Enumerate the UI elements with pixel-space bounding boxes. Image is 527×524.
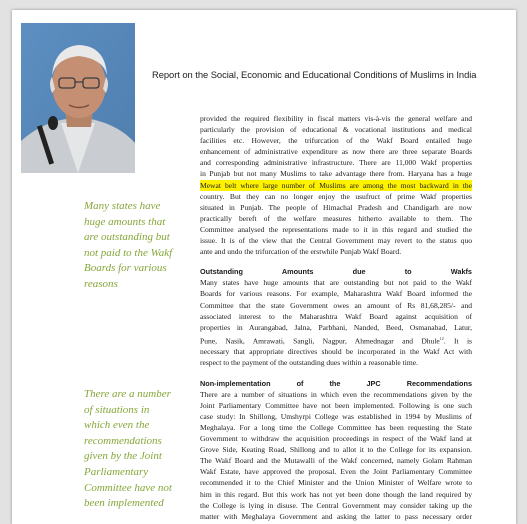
highlighted-line: Mewat belt where large number of Muslims are among the most backward in the xyxy=(200,180,472,190)
section-heading-jpc: Non-implementation of the JPC Recommendations xyxy=(200,378,472,388)
pull-quote-outstanding-amounts: Many states have huge amounts that are outstanding but not paid to the Wakf Boards for various reasons xyxy=(84,200,173,290)
footnote-reference: 12 xyxy=(439,335,444,341)
section-heading-outstanding-amounts: Outstanding Amounts due to Wakfs xyxy=(200,267,472,277)
portrait-image xyxy=(21,23,135,173)
body-text-column xyxy=(200,113,472,522)
paragraph-jpc: There are a number of situations in which even the recommendations given by the Joint Parliamentary Committee have not been implemented. Following is one such case study: In Shillong, Umshyrpi College was established in 1994 by Muslims of Meghalaya. For a long time the College Committee has been requesting the State Government to withdraw the acquisition proceedings in respect of the Wakf land at Grove Side, Keating Road, Shillong and to allot it to the College for its expansion. The Wakf Board and the Mutawalli of the Wakf concerned, namely Golam Rahman Wakf Estate, have approved the proposal. Even the Joint Parliamentary Committee recommended it to the Chief Minister and the Union Minister of Welfare wrote to him in this regard. But this work has not yet been done though the land required by the College is lying in disuse. The Central Government may consider taking up the matter with Meghalaya Government and asking the latter to pass necessary order xyxy=(200,389,472,521)
document-page xyxy=(12,10,516,524)
portrait-photo xyxy=(21,23,135,173)
pull-quote-jpc-recommendations: There are a number of situations in which even the recommendations given by the Joint Parliamentary Committee have not been implemented xyxy=(84,388,172,510)
report-title: Report on the Social, Economic and Educational Conditions of Muslims in India xyxy=(152,69,477,80)
paragraph-outstanding-amounts: Many states have huge amounts that are outstanding but not paid to the Wakf Boards for various reasons. For example, Maharashtra Wakf Board informed the Committee that the state Government owes an amount of Rs 81,68,285/- and associated interest to the Maharashtra Wakf Board against acquisition of properties in Aurangabad, Jalna, Parbhani, Nanded, Beed, Osmanabad, Latur, Pune, Nasik, Amrawati, Sangli, Nagpur, Ahmednagar and Dhule$^{12}$. It is necessary that appropriate directives should be incorporated in the Wakf Act with respect to the payment of the outstanding dues within a reasonable time. xyxy=(200,278,472,368)
paragraph-trifurcation: provided the required flexibility in fiscal matters vis-à-vis the general welfare and particularly the provision of educational & vocational institutions and medical facilities etc. However, the trifurcation of the Wakf Board entailed huge enhancement of administrative expenditure as now there are three separate Boards and corresponding administrative infrastructure. There are 11,000 Wakf properties in Punjab but not many Muslims to take advantage there from. Haryana has a huge Mewat belt where large number of Muslims are among the most backward in the country. But they can no longer enjoy the usufruct of prime Wakf properties situated in Punjab. The people of Himachal Pradesh and Chandigarh are now practically bereft of the welfare measures hitherto available to them. The Committee analysed the representations made to it in this regard and studied the issue. It is of the view that the Central Government may revert to the status quo ante and undo the trifurcation of the erstwhile Punjab Wakf Board. xyxy=(200,114,472,257)
